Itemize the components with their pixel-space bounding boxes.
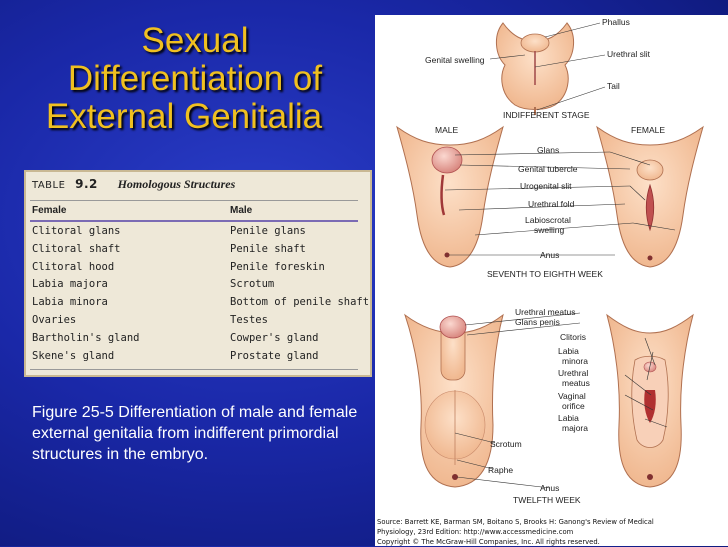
cell-female: Labia majora: [32, 278, 108, 291]
column-header-male: Male: [230, 205, 253, 216]
credit-line-3: Copyright © The McGraw-Hill Companies, Inc. All rights reserved.: [377, 538, 600, 546]
cell-female: Clitoral shaft: [32, 242, 121, 255]
label-glans-penis: Glans penis: [515, 317, 560, 327]
label-female: FEMALE: [631, 125, 666, 135]
credit-line-1: Source: Barrett KE, Barman SM, Boitano S, Brooks H: Ganong's Review of Medical: [377, 518, 654, 526]
female-week-12-drawing: [607, 315, 693, 487]
male-week-12-drawing: [405, 315, 503, 487]
label-anus-12: Anus: [540, 483, 560, 493]
slide-title: [30, 22, 360, 136]
cell-male: Penile foreskin: [230, 260, 325, 273]
label-urethral-meatus-f2: meatus: [562, 378, 590, 388]
credit-line-2: Physiology, 23rd Edition: http://www.accessmedicine.com: [377, 528, 574, 536]
table-number: 9.2: [75, 177, 98, 191]
table-row: [30, 314, 358, 329]
cell-female: Skene's gland: [32, 349, 115, 362]
indifferent-stage-drawing: [496, 23, 573, 115]
cell-female: Labia minora: [32, 296, 108, 309]
label-week-7-8: SEVENTH TO EIGHTH WEEK: [487, 269, 603, 279]
label-genital-swelling: Genital swelling: [425, 55, 485, 65]
homologous-structures-table: [24, 170, 372, 377]
label-clitoris: Clitoris: [560, 332, 586, 342]
table-row: [30, 261, 358, 276]
title-line-3: External Genitalia: [45, 97, 323, 136]
table-caption: Homologous Structures: [117, 177, 236, 191]
label-tail: Tail: [607, 81, 620, 91]
cell-female: Clitoral hood: [32, 260, 115, 273]
title-line-1: Sexual: [141, 21, 249, 60]
label-indifferent-stage: INDIFFERENT STAGE: [503, 110, 590, 120]
label-week-12: TWELFTH WEEK: [513, 495, 581, 505]
cell-male: Testes: [230, 314, 268, 326]
figure-drawing: [375, 15, 728, 546]
cell-male: Bottom of penile shaft: [230, 296, 370, 309]
label-scrotum: Scrotum: [490, 439, 522, 449]
label-vaginal-orifice-2: orifice: [562, 401, 585, 411]
label-labia-majora-2: majora: [562, 423, 588, 433]
table-divider: [30, 200, 358, 201]
table-row: [30, 350, 358, 365]
label-genital-tubercle: Genital tubercle: [518, 164, 578, 174]
table-header-row: [30, 205, 358, 221]
male-week-7-8-drawing: [397, 127, 503, 267]
cell-male: Penile shaft: [230, 242, 306, 255]
table-row: [30, 278, 358, 293]
label-urethral-fold: Urethral fold: [528, 199, 575, 209]
label-labioscrotal: Labioscrotal: [525, 215, 571, 225]
table-label: TABLE: [32, 180, 66, 191]
cell-male: Penile glans: [230, 225, 306, 237]
label-urethral-slit: Urethral slit: [607, 49, 650, 59]
table-bottom-divider: [30, 369, 358, 370]
table-row: [30, 332, 358, 347]
column-header-female: Female: [32, 205, 67, 216]
cell-male: Scrotum: [230, 278, 275, 291]
cell-female: Clitoral glans: [32, 225, 121, 237]
label-phallus: Phallus: [602, 17, 630, 27]
label-labia-minora-2: minora: [562, 356, 588, 366]
label-urethral-meatus: Urethral meatus: [515, 307, 576, 317]
figure-caption: Figure 25-5 Differentiation of male and female external genitalia from indifferent primordial structures in the embryo.: [32, 404, 358, 463]
label-labia-minora-1: Labia: [558, 346, 579, 356]
cell-female: Bartholin's gland: [32, 331, 140, 344]
embryology-figure: [375, 15, 728, 546]
source-credit: [377, 517, 727, 547]
female-week-7-8-drawing: [597, 127, 703, 267]
table-row: [30, 296, 370, 311]
table-row: [30, 243, 358, 258]
label-glans: Glans: [537, 145, 560, 155]
table-row: [30, 225, 358, 240]
title-line-2: Differentiation of: [67, 59, 323, 98]
table-heading: [32, 177, 235, 192]
label-vaginal-orifice-1: Vaginal: [558, 391, 586, 401]
label-male: MALE: [435, 125, 459, 135]
table-header-divider: [30, 220, 358, 222]
label-anus-7-8: Anus: [540, 250, 560, 260]
label-swelling: swelling: [534, 225, 565, 235]
label-labia-majora-1: Labia: [558, 413, 579, 423]
label-raphe: Raphe: [488, 465, 514, 475]
label-urethral-meatus-f1: Urethral: [558, 368, 589, 378]
cell-male: Cowper's gland: [230, 331, 319, 344]
cell-male: Prostate gland: [230, 349, 319, 362]
cell-female: Ovaries: [32, 314, 77, 326]
label-urogenital-slit: Urogenital slit: [520, 181, 572, 191]
